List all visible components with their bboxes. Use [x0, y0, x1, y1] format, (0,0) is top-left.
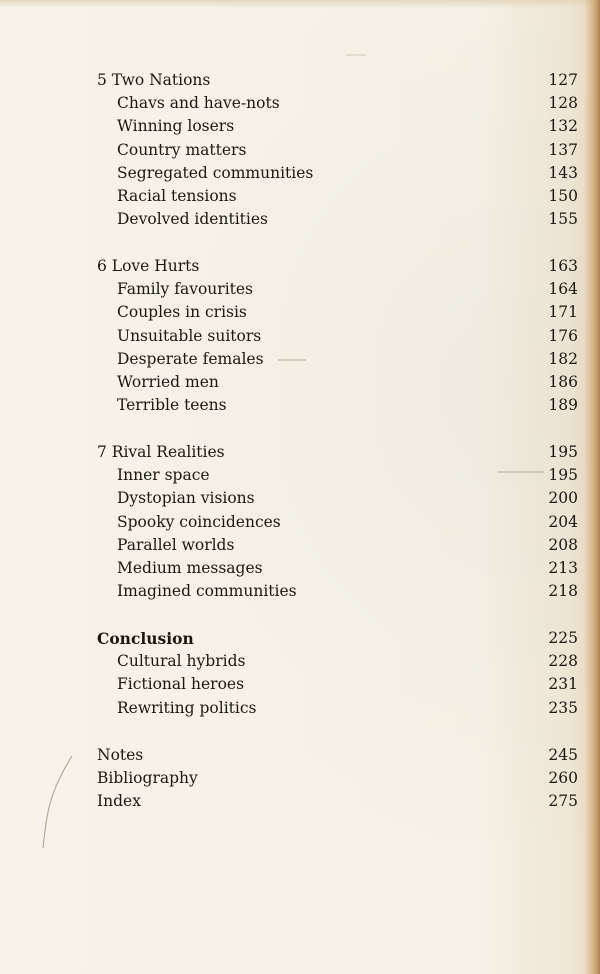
toc-page-number: 260: [548, 769, 578, 787]
toc-page-number: 182: [548, 350, 578, 368]
toc-entry: [0, 139, 600, 162]
toc-entry-title: Parallel worlds: [117, 536, 235, 554]
toc-conclusion: [0, 627, 600, 650]
toc-entry: [0, 348, 600, 371]
toc-entry-title: Notes: [97, 746, 144, 764]
toc-entry: [0, 464, 600, 487]
toc-entry: [0, 650, 600, 673]
toc-entry: [0, 185, 600, 208]
toc-page-number: 204: [548, 513, 578, 531]
toc-entry: [0, 162, 600, 185]
toc-page-number: 231: [548, 675, 578, 693]
toc-page-number: 228: [548, 652, 578, 670]
toc-entry: [0, 487, 600, 510]
toc-page-number: 137: [548, 141, 578, 159]
toc-entry-title: Couples in crisis: [117, 303, 247, 321]
toc-page-number: 189: [548, 396, 578, 414]
toc-page-number: 186: [548, 373, 578, 391]
toc-page-number: 155: [548, 210, 578, 228]
toc-page-number: 245: [548, 746, 578, 764]
toc-entry-title: Rewriting politics: [117, 699, 257, 717]
toc-entry: [0, 697, 600, 720]
toc-page-number: 213: [548, 559, 578, 577]
toc-entry: [0, 673, 600, 696]
toc-entry: [0, 511, 600, 534]
toc-entry-title: Fictional heroes: [117, 675, 245, 693]
toc-chapter-5: [0, 69, 600, 92]
toc-page-number: 176: [548, 327, 578, 345]
toc-entry: [0, 371, 600, 394]
toc-bibliography: [0, 767, 600, 790]
toc-page-number: 200: [548, 489, 578, 507]
toc-entry-title: Inner space: [117, 466, 210, 484]
toc-entry-title: Segregated communities: [117, 164, 314, 182]
toc-chapter-title: 7 Rival Realities: [97, 443, 225, 461]
toc-entry-title: Medium messages: [117, 559, 263, 577]
toc-page-number: 218: [548, 582, 578, 600]
toc-entry: [0, 301, 600, 324]
toc-entry-title: Imagined communities: [117, 582, 297, 600]
toc-entry: [0, 325, 600, 348]
toc-entry: [0, 92, 600, 115]
toc-entry-title: Unsuitable suitors: [117, 327, 262, 345]
toc-page-number: 164: [548, 280, 578, 298]
toc-chapter-title: Conclusion: [97, 629, 194, 648]
toc-entry-title: Bibliography: [97, 769, 198, 787]
toc-entry-title: Desperate females: [117, 350, 264, 368]
toc-page-number: 195: [548, 466, 578, 484]
toc-page-number: 225: [548, 629, 578, 647]
toc-entry-title: Family favourites: [117, 280, 254, 298]
toc-page-number: 195: [548, 443, 578, 461]
toc-entry: [0, 580, 600, 603]
toc-entry-title: Cultural hybrids: [117, 652, 246, 670]
toc-entry-title: Winning losers: [117, 117, 235, 135]
toc-page-number: 208: [548, 536, 578, 554]
toc-page-number: 127: [548, 71, 578, 89]
toc-page-number: 132: [548, 117, 578, 135]
toc-chapter-title: 6 Love Hurts: [97, 257, 200, 275]
toc-entry: [0, 208, 600, 231]
toc-chapter-7: [0, 441, 600, 464]
toc-entry-title: Index: [97, 792, 141, 810]
toc-entry-title: Worried men: [117, 373, 219, 391]
toc-chapter-title: 5 Two Nations: [97, 71, 211, 89]
toc-entry: [0, 534, 600, 557]
toc-entry: [0, 394, 600, 417]
toc-entry-title: Dystopian visions: [117, 489, 255, 507]
toc-page-number: 128: [548, 94, 578, 112]
toc-notes: [0, 744, 600, 767]
toc-entry: [0, 557, 600, 580]
toc-entry-title: Chavs and have-nots: [117, 94, 280, 112]
toc-page-number: 171: [548, 303, 578, 321]
toc-entry-title: Country matters: [117, 141, 247, 159]
toc-page-number: 143: [548, 164, 578, 182]
toc-index: [0, 790, 600, 813]
toc-chapter-6: [0, 255, 600, 278]
toc-entry-title: Racial tensions: [117, 187, 237, 205]
toc-page-number: 150: [548, 187, 578, 205]
toc-page-number: 275: [548, 792, 578, 810]
toc-page-number: 163: [548, 257, 578, 275]
toc-entry-title: Devolved identities: [117, 210, 268, 228]
toc-page-number: 235: [548, 699, 578, 717]
toc-entry: [0, 115, 600, 138]
toc-entry: [0, 278, 600, 301]
toc-entry-title: Spooky coincidences: [117, 513, 281, 531]
toc-entry-title: Terrible teens: [117, 396, 227, 414]
